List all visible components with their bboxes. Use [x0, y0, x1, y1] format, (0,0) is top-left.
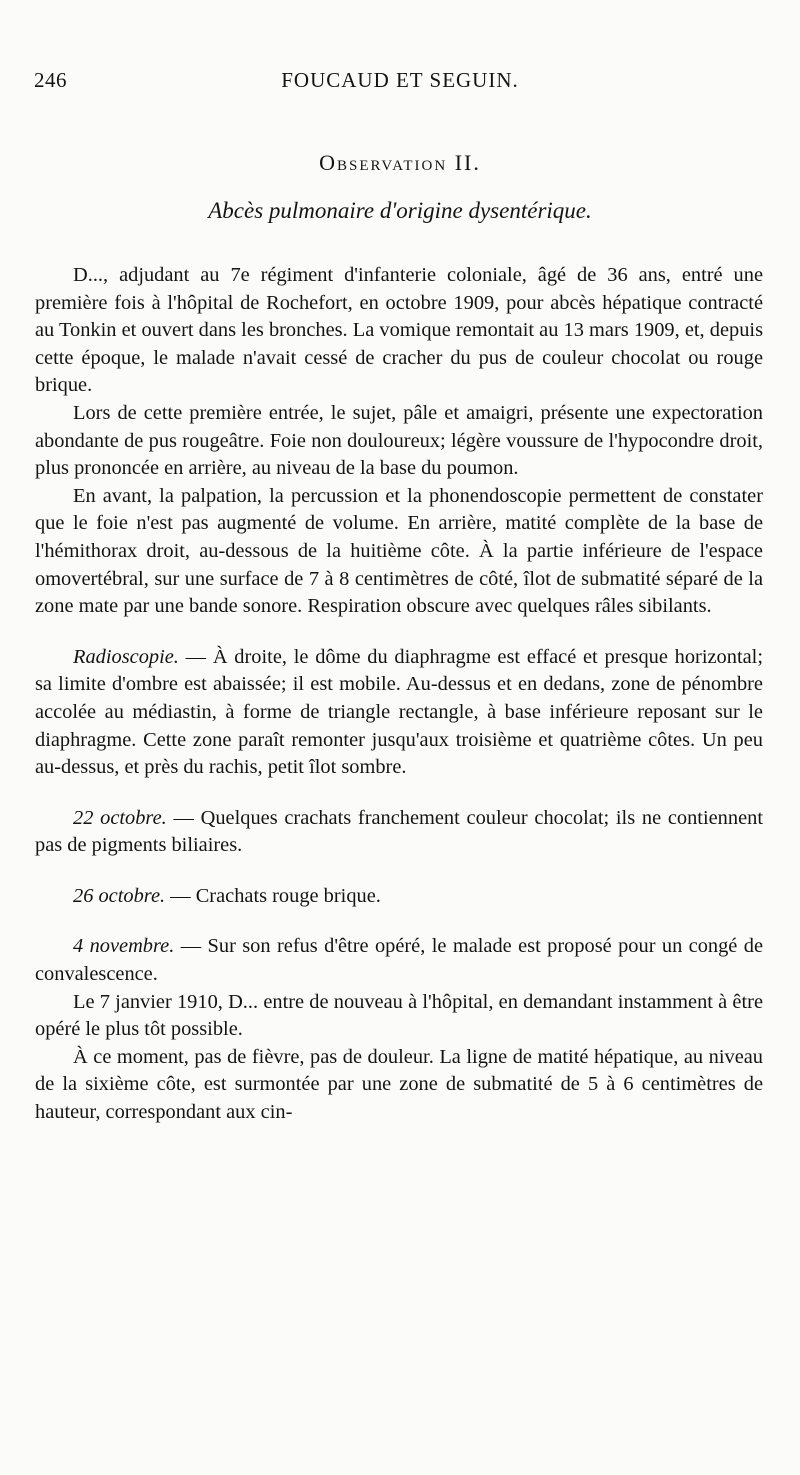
paragraph-lead: 22 octobre. — [73, 806, 167, 829]
paragraph-text: Le 7 janvier 1910, D... entre de nouveau à l'hôpital, en demandant instamment à être opéré le plus tôt possible. — [35, 990, 763, 1041]
running-title: FOUCAUD ET SEGUIN. — [281, 68, 519, 92]
body-text — [35, 262, 763, 1127]
paragraph — [35, 483, 763, 621]
paragraph-text: — À droite, le dôme du diaphragme est effacé et presque horizontal; sa limite d'ombre est abaissée; il est mobile. Au-dessus et en dedans, zone de pénombre accolée au médiastin, à forme de triangle rectangle, à base inférieure reposant sur le diaphragme. Cette zone paraît remonter jusqu'aux troisième et quatrième côtes. Un peu au-dessus, et près du rachis, petit îlot sombre. — [35, 645, 763, 779]
paragraph-26-octobre — [35, 883, 763, 911]
paragraph-radioscopie — [35, 644, 763, 782]
paragraph-4-novembre — [35, 933, 763, 988]
paragraph — [35, 262, 763, 400]
paragraph-lead: 26 octobre. — [73, 884, 166, 907]
paragraph-text: — Sur son refus d'être opéré, le malade est proposé pour un congé de convalescence. — [35, 935, 763, 986]
paragraph — [35, 1044, 763, 1127]
paragraph — [35, 989, 763, 1044]
page-number: 246 — [34, 68, 67, 92]
paragraph-lead: 4 novembre. — [73, 935, 175, 958]
paragraph-text: — Quelques crachats franchement couleur chocolat; ils ne contiennent pas de pigments biliaires. — [35, 806, 763, 857]
paragraph-text: D..., adjudant au 7e régiment d'infanterie coloniale, âgé de 36 ans, entré une première fois à l'hôpital de Rochefort, en octobre 1909, pour abcès hépatique contracté au Tonkin et ouvert dans les bronches. La vomique remontait au 13 mars 1909, et, depuis cette époque, le malade n'avait cessé de cracher du pus de couleur chocolat ou rouge brique. — [35, 264, 763, 397]
paragraph — [35, 400, 763, 483]
paragraph-text: À ce moment, pas de fièvre, pas de douleur. La ligne de matité hépatique, au niveau de la sixième côte, est surmontée par une zone de submatité de 5 à 6 centimètres de hauteur, correspondant aux cin- — [35, 1045, 763, 1124]
running-head — [34, 68, 766, 98]
paragraph-text: Lors de cette première entrée, le sujet, pâle et amaigri, présente une expectoration abondante de pus rougeâtre. Foie non douloureux; légère voussure de l'hypocondre droit, plus prononcée en arrière, au niveau de la base du poumon. — [35, 401, 763, 480]
paragraph-22-octobre — [35, 805, 763, 860]
paragraph-text: — Crachats rouge brique. — [165, 884, 381, 907]
observation-subtitle: Abcès pulmonaire d'origine dysentérique. — [208, 198, 592, 223]
observation-heading: Observation II. — [319, 150, 481, 175]
paragraph-lead: Radioscopie. — [73, 645, 179, 668]
paragraph-text: En avant, la palpation, la percussion et la phonendoscopie permettent de constater que le foie n'est pas augmenté de volume. En arrière, matité complète de la base de l'hémithorax droit, au-dessous de la huitième côte. À la partie inférieure de l'espace omovertébral, sur une surface de 7 à 8 centimètres de côté, îlot de submatité séparé de la zone mate par une bande sonore. Respiration obscure avec quelques râles sibilants. — [35, 484, 763, 618]
